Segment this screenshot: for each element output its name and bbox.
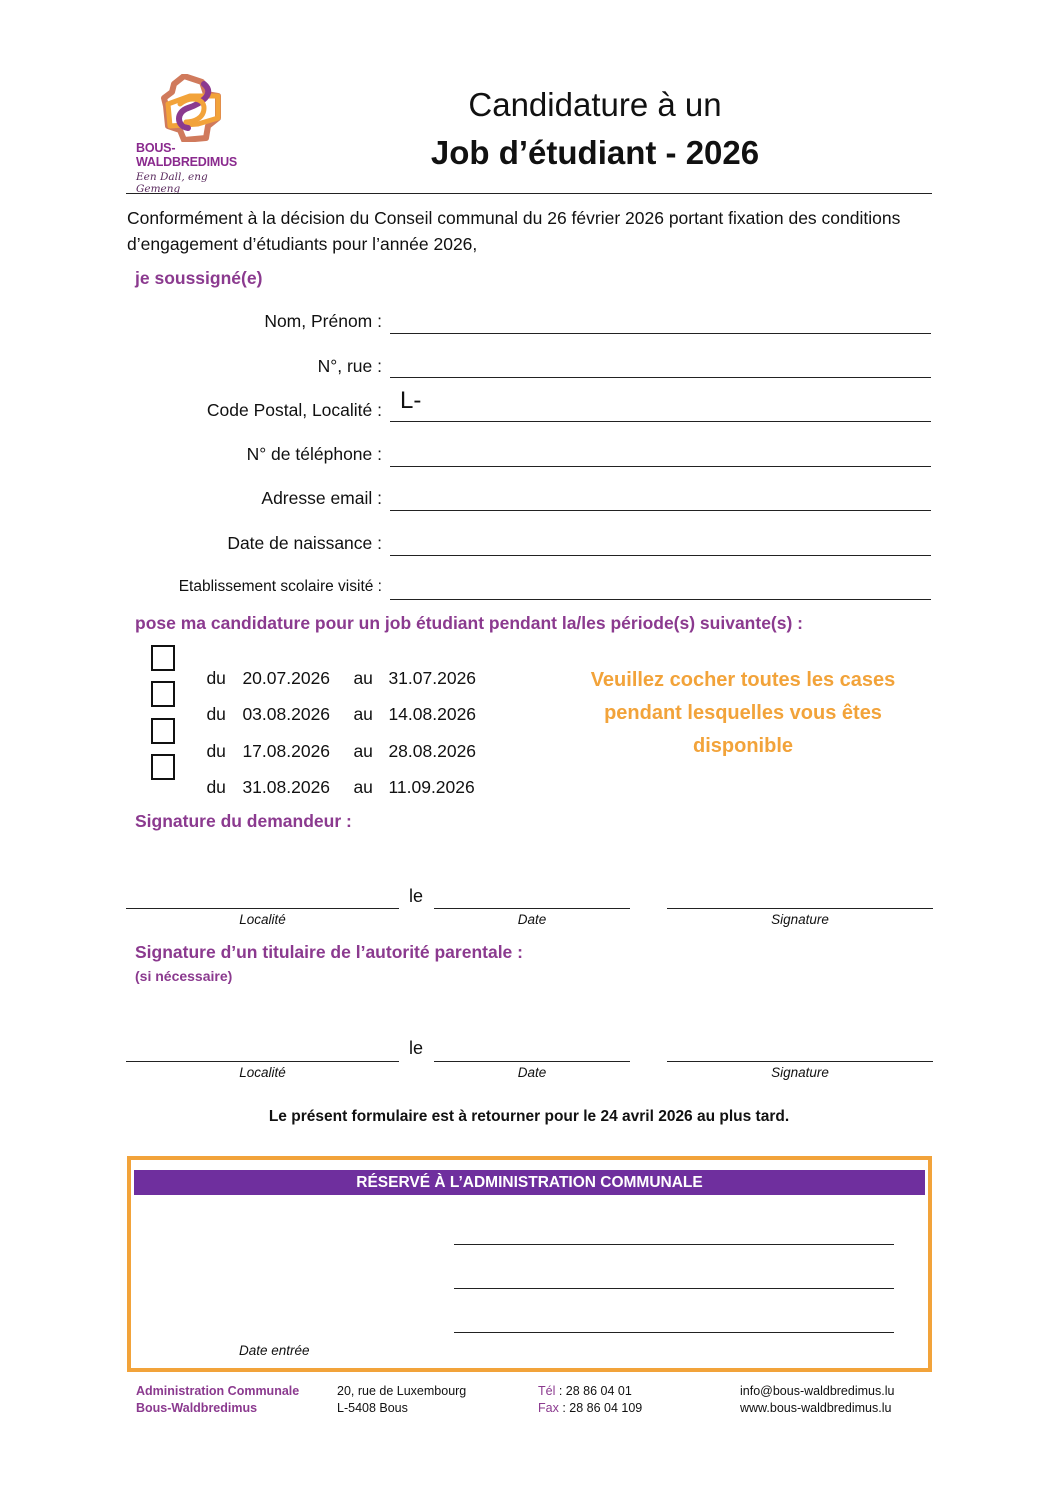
period-au: au (353, 741, 373, 761)
footer-organization (136, 1383, 299, 1417)
municipality-logo (134, 72, 254, 195)
footer-tel-value: : 28 86 04 01 (555, 1384, 632, 1398)
field-label-birthdate: Date de naissance : (227, 533, 382, 553)
footer-org-line2: Bous-Waldbredimus (136, 1401, 258, 1415)
parent-signature-heading: Signature d’un titulaire de l’autorité parentale : (135, 942, 523, 962)
periods-heading: pose ma candidature pour un job étudiant pendant la/les période(s) suivante(s) : (135, 613, 804, 633)
footer-fax (538, 1400, 642, 1417)
page-title-line1: Candidature à un (468, 86, 722, 123)
postal-field[interactable] (390, 421, 931, 422)
admin-line-2[interactable] (454, 1288, 894, 1289)
parent-place-caption: Localité (239, 1065, 286, 1080)
period-end: 11.09.2026 (388, 777, 475, 797)
footer-tel (538, 1383, 642, 1400)
period-au: au (353, 704, 373, 724)
applicant-signature-field[interactable] (667, 908, 933, 909)
availability-note-line1: Veuillez cocher toutes les cases (590, 669, 896, 691)
parent-place-field[interactable] (126, 1061, 399, 1062)
admin-line-1[interactable] (454, 1244, 894, 1245)
period-checkbox-3[interactable] (151, 718, 175, 744)
period-checkbox-2[interactable] (151, 681, 175, 707)
field-label-postal: Code Postal, Localité : (206, 400, 382, 420)
field-label-phone: N° de téléphone : (246, 444, 382, 464)
parent-le-label: le (409, 1038, 424, 1058)
availability-note (563, 664, 923, 763)
period-end: 31.07.2026 (388, 668, 477, 688)
applicant-le-label: le (409, 886, 424, 906)
parent-signature-subheading: (si nécessaire) (135, 968, 233, 984)
street-field[interactable] (390, 377, 931, 378)
period-start: 03.08.2026 (242, 704, 331, 724)
period-du: du (206, 777, 226, 797)
field-label-name: Nom, Prénom : (264, 311, 382, 331)
footer-org-line1: Administration Communale (136, 1384, 300, 1398)
admin-date-entry-label: Date entrée (239, 1343, 310, 1358)
footer-fax-value: : 28 86 04 109 (558, 1401, 643, 1415)
availability-note-line3: disponible (693, 735, 793, 757)
logo-name-line1: BOUS- (136, 141, 176, 155)
field-label-email: Adresse email : (261, 488, 382, 508)
school-field[interactable] (390, 599, 931, 600)
period-item-4 (187, 756, 475, 819)
logo-tagline: Een Dall, eng Gemeng (136, 171, 208, 195)
footer-address-line1: 20, rue de Luxembourg (337, 1384, 467, 1398)
parent-date-caption: Date (517, 1065, 547, 1080)
availability-note-line2: pendant lesquelles vous êtes (604, 702, 882, 724)
period-au: au (353, 668, 373, 688)
footer-online (740, 1383, 894, 1417)
applicant-signature-caption: Signature (771, 912, 829, 927)
footer-tel-label: Tél (538, 1384, 556, 1398)
parent-signature-caption: Signature (771, 1065, 829, 1080)
deadline-notice: Le présent formulaire est à retourner pour le 24 avril 2026 au plus tard. (268, 1108, 790, 1125)
applicant-date-caption: Date (517, 912, 547, 927)
admin-line-3[interactable] (454, 1332, 894, 1333)
period-start: 20.07.2026 (242, 668, 331, 688)
admin-reserved-title: RÉSERVÉ À L’ADMINISTRATION COMMUNALE (134, 1170, 925, 1195)
period-end: 14.08.2026 (388, 704, 477, 724)
name-field[interactable] (390, 333, 931, 334)
field-label-street: N°, rue : (317, 356, 382, 376)
undersigned-heading: je soussigné(e) (135, 268, 263, 288)
period-au: au (353, 777, 373, 797)
field-label-school: Etablissement scolaire visité : (178, 578, 382, 595)
period-du: du (206, 704, 226, 724)
logo-name-line2: WALDBREDIMUS (136, 155, 238, 169)
period-checkbox-1[interactable] (151, 645, 175, 671)
email-field[interactable] (390, 510, 931, 511)
footer-email-link[interactable]: info@bous-waldbredimus.lu (740, 1384, 895, 1398)
parent-signature-field[interactable] (667, 1061, 933, 1062)
period-start: 31.08.2026 (242, 777, 331, 797)
period-checkbox-4[interactable] (151, 754, 175, 780)
postal-field-value: L- (400, 387, 422, 414)
admin-reserved-box (127, 1156, 932, 1372)
period-end: 28.08.2026 (388, 741, 477, 761)
period-du: du (206, 741, 226, 761)
applicant-date-field[interactable] (434, 908, 630, 909)
footer-website-link[interactable]: www.bous-waldbredimus.lu (740, 1401, 892, 1415)
period-du: du (206, 668, 226, 688)
period-start: 17.08.2026 (242, 741, 331, 761)
footer-address (337, 1383, 466, 1417)
intro-paragraph: Conformément à la décision du Conseil communal du 26 février 2026 portant fixation des conditions d’engagement d’étudiants pour l’année 2026, (127, 208, 901, 254)
footer-fax-label: Fax (538, 1401, 559, 1415)
header-divider (126, 193, 932, 194)
phone-field[interactable] (390, 466, 931, 467)
applicant-place-caption: Localité (239, 912, 286, 927)
applicant-place-field[interactable] (126, 908, 399, 909)
logo-emblem-icon (160, 74, 222, 142)
applicant-signature-heading: Signature du demandeur : (135, 811, 352, 831)
footer-contact-phone (538, 1383, 642, 1417)
parent-date-field[interactable] (434, 1061, 630, 1062)
page-title-line2: Job d’étudiant - 2026 (430, 134, 760, 171)
footer-address-line2: L-5408 Bous (337, 1401, 408, 1415)
birthdate-field[interactable] (390, 555, 931, 556)
